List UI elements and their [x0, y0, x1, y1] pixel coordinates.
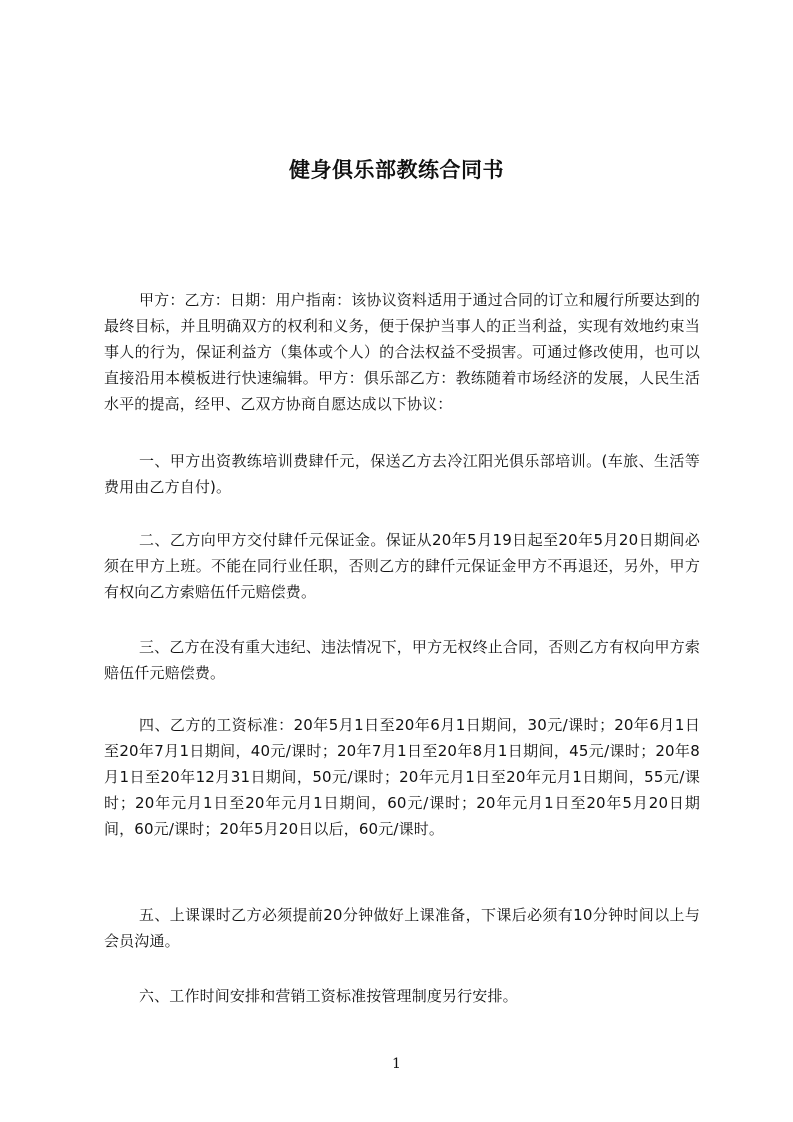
clause-6-paragraph: 六、工作时间安排和营销工资标准按管理制度另行安排。	[139, 987, 518, 1005]
document-title: 健身俱乐部教练合同书	[289, 158, 504, 183]
clause-5-paragraph: 五、上课课时乙方必须提前20分钟做好上课准备，下课后必须有10分钟时间以上与会员沟通。	[104, 906, 700, 950]
intro-paragraph: 甲方：乙方：日期：用户指南：该协议资料适用于通过合同的订立和履行所要达到的最终目标，并且明确双方的权利和义务，便于保护当事人的正当利益，实现有效地约束当事人的行为，保证利益方（集体或个人）的合法权益不受损害。可通过修改使用，也可以直接沿用本模板进行快速编辑。甲方：俱乐部乙方：教练随着市场经济的发展，人民生活水平的提高，经甲、乙双方协商自愿达成以下协议：	[104, 291, 700, 413]
page-number: 1	[392, 1056, 401, 1072]
clause-3-paragraph: 三、乙方在没有重大违纪、违法情况下，甲方无权终止合同，否则乙方有权向甲方索赔伍仟元赔偿费。	[104, 638, 700, 682]
clause-1-paragraph: 一、甲方出资教练培训费肆仟元，保送乙方去冷江阳光俱乐部培训。(车旅、生活等费用由乙方自付)。	[104, 452, 700, 496]
clause-4-paragraph: 四、乙方的工资标准：20年5月1日至20年6月1日期间，30元/课时；20年6月1日至20年7月1日期间，40元/课时；20年7月1日至20年8月1日期间，45元/课时；20年8月1日至20年12月31日期间，50元/课时；20年元月1日至20年元月1日期间，55元/课时；20年元月1日至20年元月1日期间，60元/课时；20年元月1日至20年5月20日期间，60元/课时；20年5月20日以后，60元/课时。	[104, 716, 700, 838]
clause-2-paragraph: 二、乙方向甲方交付肆仟元保证金。保证从20年5月19日起至20年5月20日期间必须在甲方上班。不能在同行业任职，否则乙方的肆仟元保证金甲方不再退还，另外，甲方有权向乙方索赔伍仟元赔偿费。	[104, 531, 700, 601]
